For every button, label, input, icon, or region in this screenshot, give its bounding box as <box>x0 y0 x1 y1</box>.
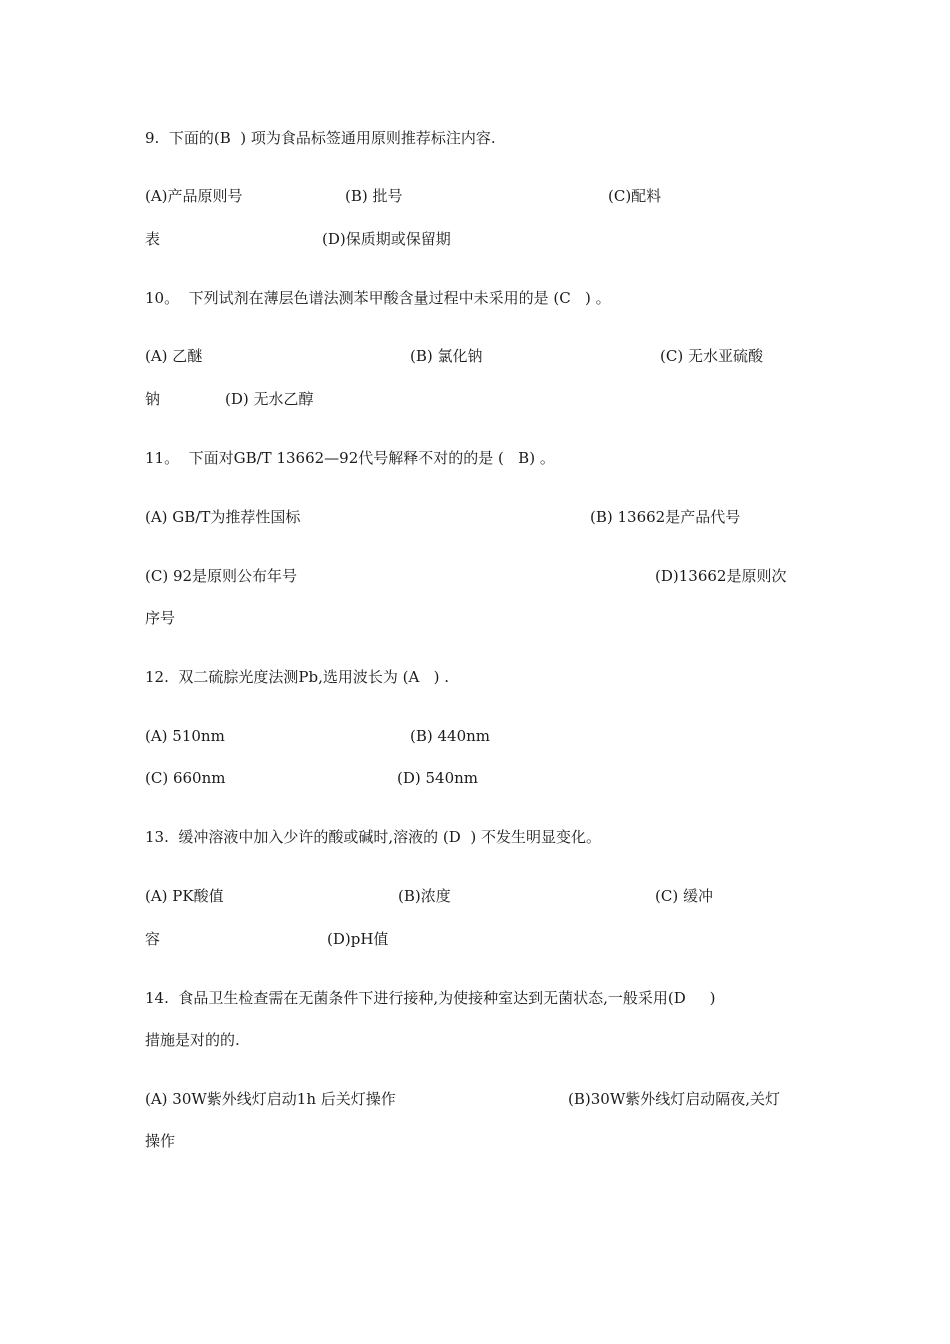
option-14-a: (A) 30W紫外线灯启动1h 后关灯操作 <box>145 1090 396 1108</box>
question-14-cont: 措施是对的的. <box>145 1031 240 1049</box>
option-11-d-cont: 序号 <box>145 609 176 627</box>
option-13-c: (C) 缓冲 <box>655 887 713 905</box>
option-14-b-cont: 操作 <box>145 1132 176 1150</box>
option-10-c: (C) 无水亚硫酸 <box>660 347 763 365</box>
option-13-a: (A) PK酸值 <box>145 887 224 905</box>
option-11-a: (A) GB/T为推荐性国标 <box>145 508 301 526</box>
option-10-b: (B) 氯化钠 <box>410 347 483 365</box>
option-10-d: (D) 无水乙醇 <box>225 390 314 408</box>
option-9-c-cont: 表 <box>145 230 161 248</box>
question-12: 12. 双二硫腙光度法测Pb,选用波长为 (A ) . <box>145 668 450 686</box>
option-12-d: (D) 540nm <box>397 769 479 787</box>
question-14: 14. 食品卫生检查需在无菌条件下进行接种,为使接种室达到无菌状态,一般采用(D ) <box>145 989 716 1007</box>
option-11-d: (D)13662是原则次 <box>655 567 787 585</box>
question-11: 11。 下面对GB/T 13662—92代号解释不对的的是 ( B) 。 <box>145 449 555 467</box>
option-11-b: (B) 13662是产品代号 <box>590 508 741 526</box>
question-10: 10。 下列试剂在薄层色谱法测苯甲酸含量过程中未采用的是 (C ) 。 <box>145 289 611 307</box>
option-14-b: (B)30W紫外线灯启动隔夜,关灯 <box>568 1090 781 1108</box>
option-10-a: (A) 乙醚 <box>145 347 203 365</box>
option-9-b: (B) 批号 <box>345 187 403 205</box>
option-13-c-cont: 容 <box>145 930 161 948</box>
option-9-d: (D)保质期或保留期 <box>322 230 451 248</box>
option-12-a: (A) 510nm <box>145 727 225 745</box>
option-12-b: (B) 440nm <box>410 727 491 745</box>
option-9-c: (C)配料 <box>608 187 662 205</box>
option-13-b: (B)浓度 <box>398 887 451 905</box>
option-9-a: (A)产品原则号 <box>145 187 243 205</box>
question-9: 9. 下面的(B ) 项为食品标签通用原则推荐标注内容. <box>145 129 496 147</box>
question-13: 13. 缓冲溶液中加入少许的酸或碱时,溶液的 (D ) 不发生明显变化。 <box>145 828 601 846</box>
option-10-c-cont: 钠 <box>145 390 161 408</box>
option-12-c: (C) 660nm <box>145 769 226 787</box>
option-13-d: (D)pH值 <box>327 930 389 948</box>
option-11-c: (C) 92是原则公布年号 <box>145 567 298 585</box>
